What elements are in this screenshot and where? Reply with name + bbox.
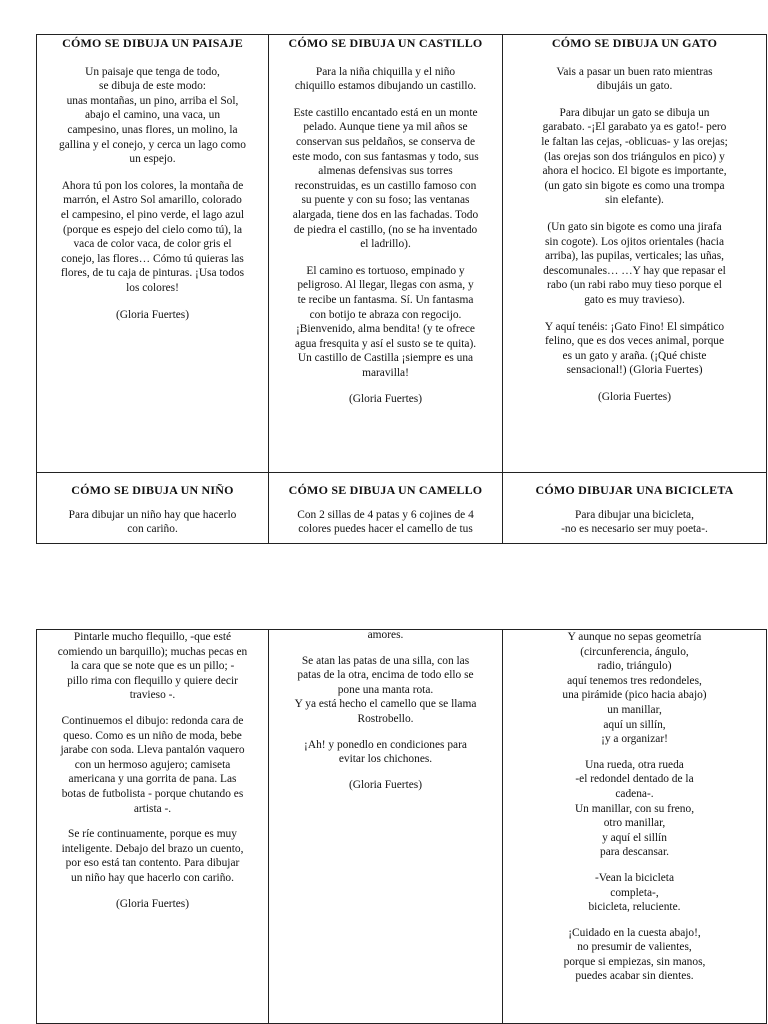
camello-intro: Con 2 sillas de 4 patas y 6 cojines de 4 colores puedes hacer el camello de tus bbox=[297, 508, 474, 536]
castillo-paragraph-2: Este castillo encantado está en un monte pelado. Aunque tiene ya mil años se conservan sus peldaños, se conserva de este modo, con sus fantasmas y todo, sus almenas defensivas sus torres reconstruidas, es un castillo famoso con su puente y con su foso; las ventanas alargada, tiene dos en las fachadas. Todo de piedra el castillo, (no se ha inventado el ladrillo). bbox=[292, 106, 479, 251]
nino-author: (Gloria Fuertes) bbox=[115, 897, 190, 910]
castillo-author: (Gloria Fuertes) bbox=[348, 393, 423, 406]
bicicleta-paragraph-4: ¡Cuidado en la cuesta abajo!, no presumir de valientes, porque si empiezas, sin manos, puedes acabar sin dientes. bbox=[563, 926, 706, 983]
nino-intro: Para dibujar un niño hay que hacerlo con cariño. bbox=[68, 508, 237, 536]
camello-paragraph-0: amores. bbox=[367, 629, 404, 641]
cell-camello-continued bbox=[269, 630, 503, 1024]
bicicleta-paragraph-3: -Vean la bicicleta completa-, bicicleta, reluciente. bbox=[588, 871, 681, 914]
camello-paragraph-2: ¡Ah! y ponedlo en condiciones para evitar los chichones. bbox=[304, 738, 467, 766]
title-bicicleta: CÓMO DIBUJAR UNA BICICLETA bbox=[535, 483, 734, 497]
title-gato: CÓMO SE DIBUJA UN GATO bbox=[551, 36, 718, 50]
gato-author: (Gloria Fuertes) bbox=[597, 390, 672, 403]
top-poem-table bbox=[36, 34, 767, 544]
nino-paragraph-3: Se ríe continuamente, porque es muy inteligente. Debajo del brazo un cuento, por eso está tan contento. Para dibujar un niño hay que hacerlo con cariño. bbox=[61, 828, 244, 884]
cell-bicicleta-header bbox=[503, 473, 767, 544]
cell-camello-header bbox=[269, 473, 503, 544]
gato-paragraph-1: Vais a pasar un buen rato mientras dibujáis un gato. bbox=[556, 65, 713, 93]
gato-paragraph-2: Para dibujar un gato se dibuja un garabato. -¡El garabato ya es gato!- pero le faltan las cejas, -oblicuas- y las orejas; (las orejas son dos triángulos en pico) y ahora el hocico. El bigote es importante, (un gato sin bigote es como una trompa sin elefante). bbox=[541, 106, 728, 207]
paisaje-paragraph-1: Un paisaje que tenga de todo, se dibuja de este modo: unas montañas, un pino, arriba el Sol, abajo el camino, una vaca, un campesino, unas flores, un molino, la gallina y el conejo, y cerca un lago como un espejo. bbox=[59, 65, 246, 166]
nino-paragraph-2: Continuemos el dibujo: redonda cara de queso. Como es un niño de moda, bebe jarabe con soda. Lleva pantalón vaquero con un hermoso agujero; camiseta americana y una gorrita de pana. Las botas de futbolista - porque chutando es artista -. bbox=[60, 714, 245, 815]
title-paisaje: CÓMO SE DIBUJA UN PAISAJE bbox=[62, 36, 243, 50]
cell-gato bbox=[503, 35, 767, 473]
gato-paragraph-4: Y aquí tenéis: ¡Gato Fino! El simpático felino, que es dos veces animal, porque es un gato y araña. (¡Qué chiste sensacional!) (Gloria Fuertes) bbox=[544, 320, 725, 377]
title-nino: CÓMO SE DIBUJA UN NIÑO bbox=[71, 483, 234, 497]
bottom-poem-table bbox=[36, 629, 767, 1024]
paisaje-author: (Gloria Fuertes) bbox=[115, 308, 190, 321]
title-camello: CÓMO SE DIBUJA UN CAMELLO bbox=[288, 483, 483, 497]
gato-paragraph-3: (Un gato sin bigote es como una jirafa sin cogote). Los ojitos orientales (hacia arriba), las pupilas, verticales; las uñas, descomunales… …Y hay que repasar el rabo (un rabi rabo muy tieso porque el gato es muy travieso). bbox=[543, 220, 726, 306]
cell-nino-header bbox=[37, 473, 269, 544]
castillo-paragraph-3: El camino es tortuoso, empinado y peligroso. Al llegar, llegas con asma, y te recibe un fantasma. Sí. Un fantasma con botijo te abraza con regocijo. ¡Bienvenido, alma bendita! (y te ofrece agua fresquita y así el susto se te quita). Un castillo de Castilla ¡siempre es una maravilla! bbox=[294, 264, 477, 379]
cell-bicicleta-continued bbox=[503, 630, 767, 1024]
cell-castillo bbox=[269, 35, 503, 473]
cell-paisaje bbox=[37, 35, 269, 473]
bicicleta-intro: Para dibujar una bicicleta, -no es necesario ser muy poeta-. bbox=[561, 508, 708, 536]
castillo-paragraph-1: Para la niña chiquilla y el niño chiquillo estamos dibujando un castillo. bbox=[294, 65, 477, 93]
bicicleta-paragraph-1: Y aunque no sepas geometría (circunferencia, ángulo, radio, triángulo) aquí tenemos tres redondeles, una pirámide (pico hacia abajo) un manillar, aquí un sillín, ¡y a organizar! bbox=[562, 631, 707, 746]
bicicleta-paragraph-2: Una rueda, otra rueda -el redondel dentado de la cadena-. Un manillar, con su freno, otro manillar, y aquí el sillín para descansar. bbox=[574, 758, 695, 859]
camello-paragraph-1: Se atan las patas de una silla, con las patas de la otra, encima de todo ello se pone una manta rota. Y ya está hecho el camello que se llama Rostrobello. bbox=[294, 654, 477, 725]
nino-paragraph-1: Pintarle mucho flequillo, -que esté comiendo un barquillo); muchas pecas en la cara que se note que es un pillo; - pillo rima con flequillo y quiere decir travieso -. bbox=[57, 631, 248, 702]
cell-nino-continued bbox=[37, 630, 269, 1024]
title-castillo: CÓMO SE DIBUJA UN CASTILLO bbox=[288, 36, 483, 50]
camello-author: (Gloria Fuertes) bbox=[348, 778, 423, 791]
paisaje-paragraph-2: Ahora tú pon los colores, la montaña de marrón, el Astro Sol amarillo, colorado el campesino, el pino verde, el lago azul (porque es espejo del cielo como tú), la vaca de color vaca, de color gris el conejo, las flores… Cómo tú quieras las flores, de tu caja de pinturas. ¡Usa todos los colores! bbox=[60, 179, 245, 294]
